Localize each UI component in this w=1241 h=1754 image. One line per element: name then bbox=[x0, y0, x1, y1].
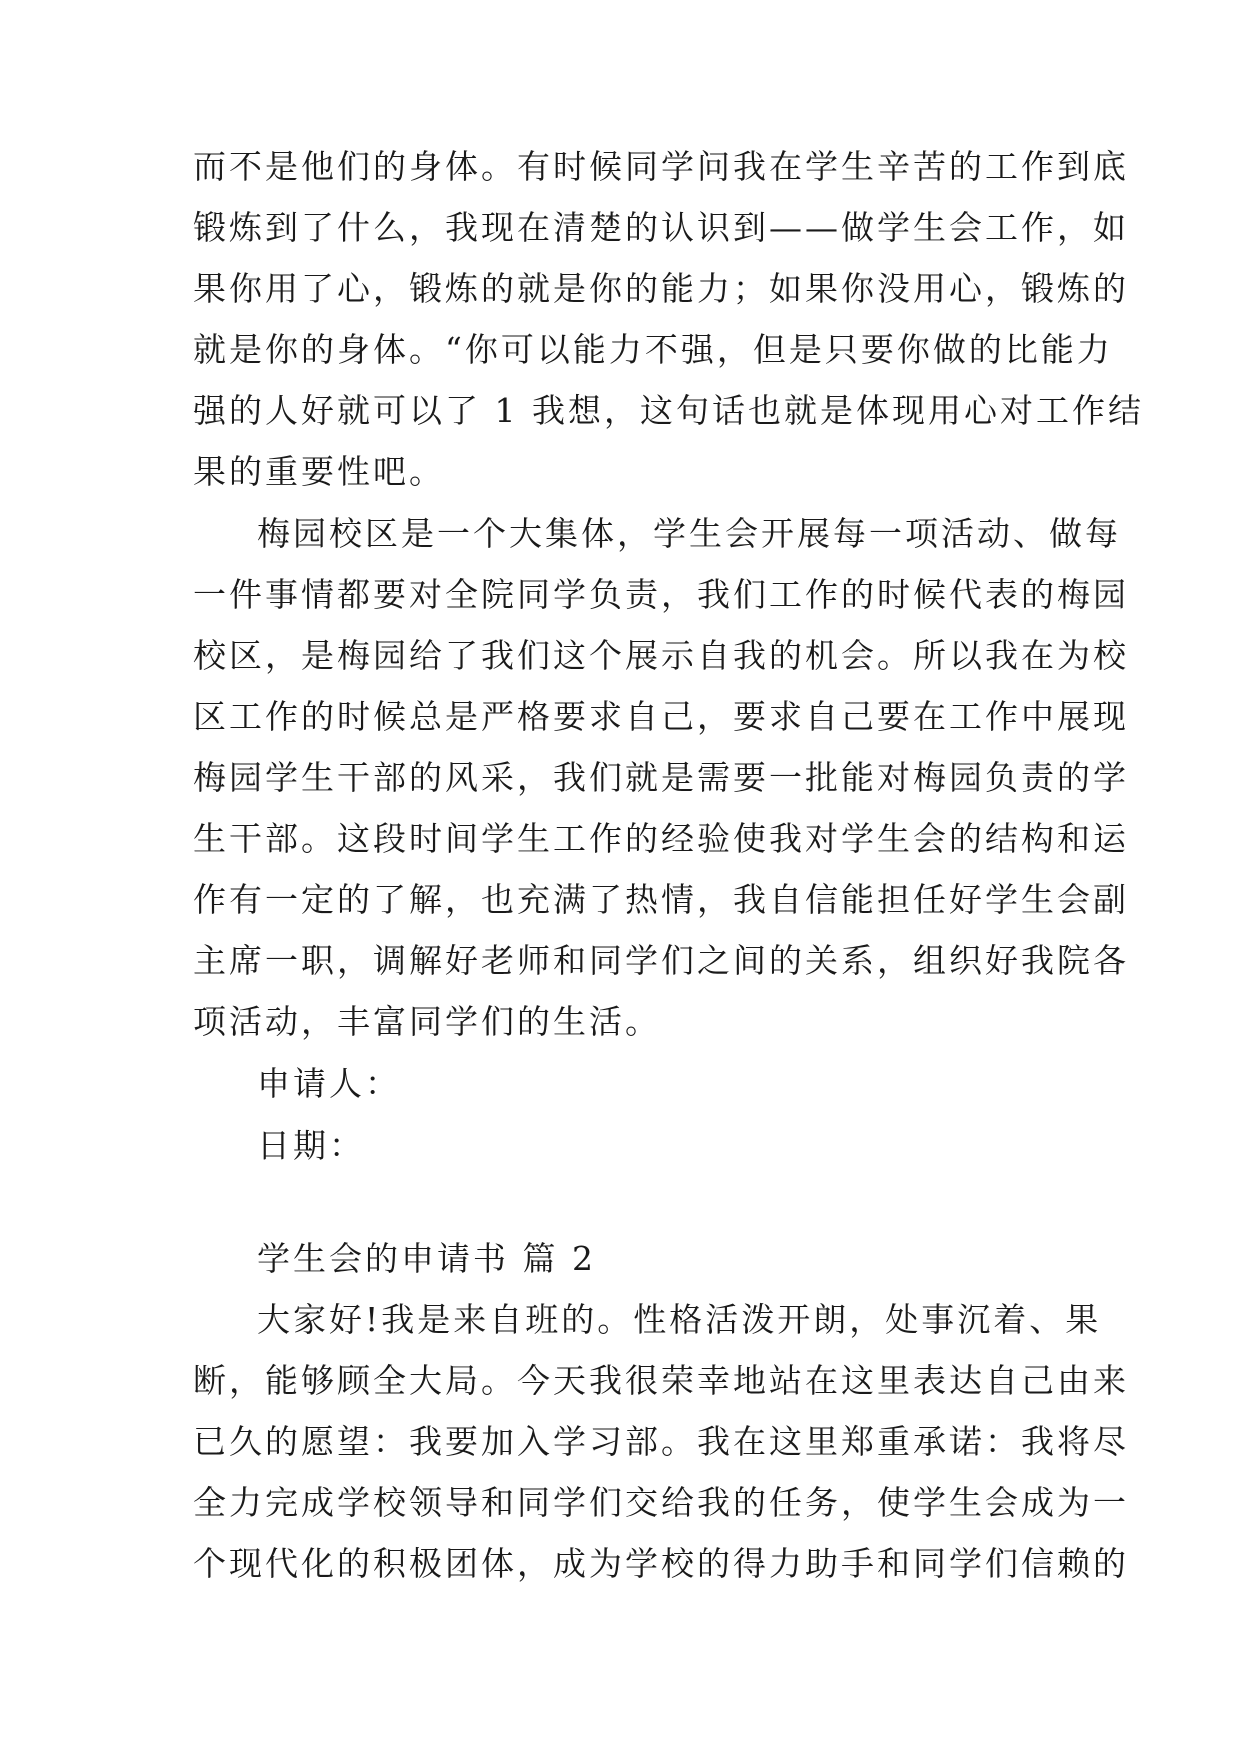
paragraph-line: 区工作的时候总是严格要求自己，要求自己要在工作中展现 bbox=[193, 697, 1129, 736]
paragraph-line: 就是你的身体。“你可以能力不强，但是只要你做的比能力 bbox=[193, 330, 1113, 369]
paragraph-line: 一件事情都要对全院同学负责，我们工作的时候代表的梅园 bbox=[193, 575, 1129, 614]
paragraph-line: 强的人好就可以了 1 我想，这句话也就是体现用心对工作结 bbox=[193, 391, 1144, 430]
date-label: 日期： bbox=[257, 1126, 365, 1165]
paragraph-line: 果你用了心，锻炼的就是你的能力；如果你没用心，锻炼的 bbox=[193, 269, 1129, 308]
paragraph-line: 生干部。这段时间学生工作的经验使我对学生会的结构和运 bbox=[193, 819, 1129, 858]
paragraph-line: 梅园校区是一个大集体，学生会开展每一项活动、做每 bbox=[257, 514, 1121, 553]
paragraph-line: 主席一职，调解好老师和同学们之间的关系，组织好我院各 bbox=[193, 941, 1129, 980]
paragraph-line: 而不是他们的身体。有时候同学问我在学生辛苦的工作到底 bbox=[193, 147, 1129, 186]
paragraph-line: 梅园学生干部的风采，我们就是需要一批能对梅园负责的学 bbox=[193, 758, 1129, 797]
paragraph-line: 大家好!我是来自班的。性格活泼开朗，处事沉着、果 bbox=[257, 1300, 1102, 1339]
section-heading: 学生会的申请书 篇 2 bbox=[257, 1239, 596, 1278]
paragraph-line: 断，能够顾全大局。今天我很荣幸地站在这里表达自己由来 bbox=[193, 1361, 1129, 1400]
applicant-label: 申请人： bbox=[257, 1064, 401, 1103]
paragraph-line: 作有一定的了解，也充满了热情，我自信能担任好学生会副 bbox=[193, 880, 1129, 919]
paragraph-line: 个现代化的积极团体，成为学校的得力助手和同学们信赖的 bbox=[193, 1544, 1129, 1583]
paragraph-line: 全力完成学校领导和同学们交给我的任务，使学生会成为一 bbox=[193, 1483, 1129, 1522]
paragraph-line: 项活动，丰富同学们的生活。 bbox=[193, 1002, 661, 1041]
paragraph-line: 果的重要性吧。 bbox=[193, 452, 445, 491]
paragraph-line: 已久的愿望：我要加入学习部。我在这里郑重承诺：我将尽 bbox=[193, 1422, 1129, 1461]
paragraph-line: 校区，是梅园给了我们这个展示自我的机会。所以我在为校 bbox=[193, 636, 1129, 675]
paragraph-line: 锻炼到了什么，我现在清楚的认识到——做学生会工作，如 bbox=[193, 208, 1129, 247]
